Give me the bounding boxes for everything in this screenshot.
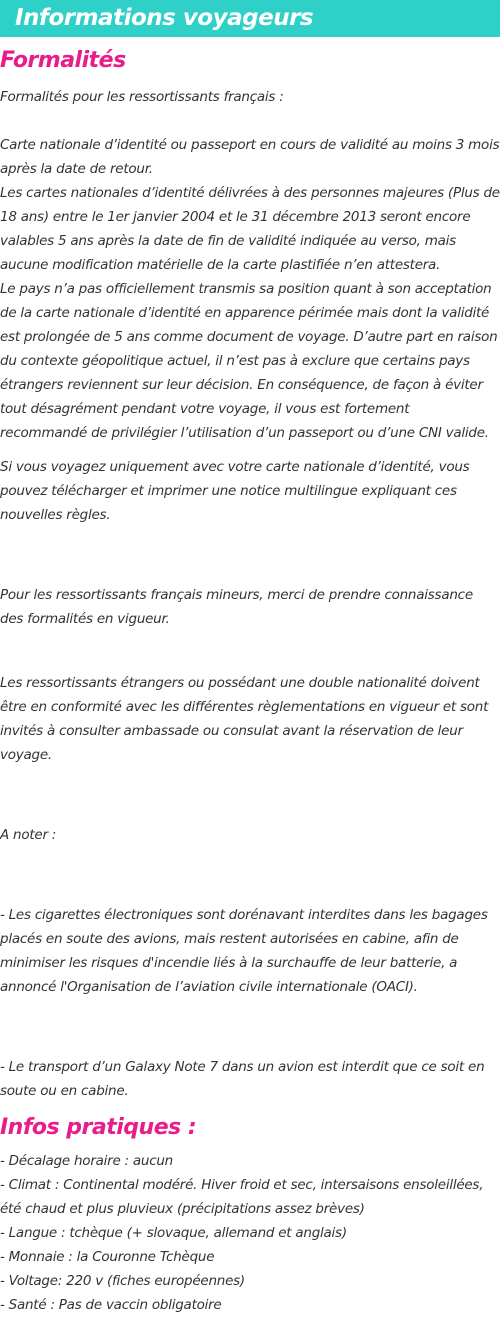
etrangers-text: Les ressortissants étrangers ou possédant une double nationalité doivent être en conformité avec les différentes règlementations en vigueur et sont invités à consulter ambassade ou consulat avant la réservation de leur voyage. [0, 675, 489, 763]
list-item: - Langue : tchèque (+ slovaque, allemand et anglais) [0, 1225, 347, 1241]
cigarettes-text: - Les cigarettes électroniques sont dorénavant interdites dans les bagages placés en soute des avions, mais restent autorisées en cabine, afin de minimiser les risques d'incendie liés à la surchauffe de leur batterie, a annoncé l'Organisation de l’aviation civile internationale (OACI). [0, 907, 488, 995]
infos-list [0, 1149, 500, 1317]
list-item: - Santé : Pas de vaccin obligatoire [0, 1297, 222, 1313]
page-title: Informations voyageurs [15, 5, 314, 31]
list-item: - Climat : Continental modéré. Hiver froid et sec, intersaisons ensoleillées, été chaud et plus pluvieux (précipitations assez brèves) [0, 1177, 484, 1217]
carte-validite-text: Carte nationale d’identité ou passeport en cours de validité au moins 3 mois après la date de retour. [0, 137, 500, 177]
carte-prolongation-text: Les cartes nationales d’identité délivrées à des personnes majeures (Plus de 18 ans) entre le 1er janvier 2004 et le 31 décembre 2013 seront encore valables 5 ans après la date de fin de validité indiquée au verso, mais aucune modification matérielle de la carte plastifiée n’en attestera. [0, 185, 500, 273]
galaxy-text: - Le transport d’un Galaxy Note 7 dans un avion est interdit que ce soit en soute ou en cabine. [0, 1059, 485, 1099]
formalites-intro: Formalités pour les ressortissants français : [0, 89, 284, 105]
list-item: - Voltage: 220 v (fiches européennes) [0, 1273, 245, 1289]
a-noter-label: A noter : [0, 827, 57, 843]
header-banner [0, 0, 500, 37]
list-item: - Monnaie : la Couronne Tchèque [0, 1249, 215, 1265]
mineurs-text: Pour les ressortissants français mineurs, merci de prendre connaissance des formalités en vigueur. [0, 587, 473, 627]
notice-text: Si vous voyagez uniquement avec votre carte nationale d’identité, vous pouvez télécharger et imprimer une notice multilingue expliquant ces nouvelles règles. [0, 459, 470, 523]
section-title-formalites: Formalités [0, 48, 126, 73]
carte-position-text: Le pays n’a pas officiellement transmis sa position quant à son acceptation de la carte nationale d’identité en apparence périmée mais dont la validité est prolongée de 5 ans comme document de voyage. D’autre part en raison du contexte géopolitique actuel, il n’est pas à exclure que certains pays étrangers reviennent sur leur décision. En conséquence, de façon à éviter tout désagrément pendant votre voyage, il vous est fortement recommandé de privilégier l’utilisation d’un passeport ou d’une CNI valide. [0, 281, 498, 441]
list-item: - Décalage horaire : aucun [0, 1153, 173, 1169]
section-title-infos: Infos pratiques : [0, 1115, 197, 1140]
